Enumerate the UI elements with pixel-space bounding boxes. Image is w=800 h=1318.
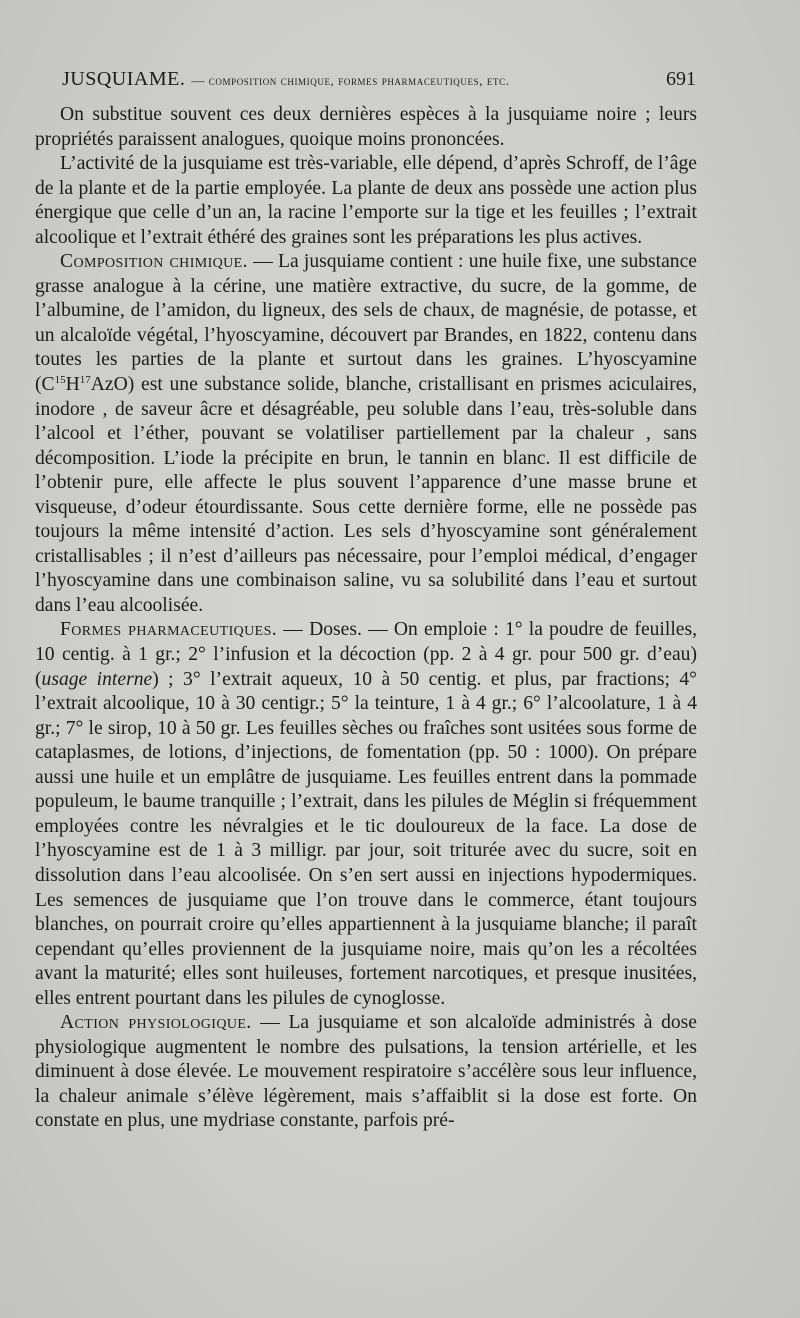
paragraph-text: — La jusquiame contient : une huile fixe, une substance grasse analogue à la cérine, une matière extractive, du sucre, de la gomme, de l’albumine, de l’amidon, du ligneux, des sels de chaux, de magnésie, de potasse, et un alcaloïde végétal, l’hyoscyamine, découvert par Brandes, en 1822, contenu dans toutes les parties de la plante et surtout dans les graines. L’hyoscyamine (C bbox=[35, 251, 697, 396]
paragraph-text: — Doses. — On emploie : 1° la poudre de feuilles, 10 centig. à 1 gr.; 2° l’infusion et la décoction (pp. 2 à 4 gr. pour 500 gr. d’eau) ( bbox=[35, 619, 697, 690]
running-header bbox=[62, 68, 696, 98]
paragraph-text: AzO) est une substance solide, blanche, cristallisant en prismes aciculaires, inodore , de saveur âcre et désagréable, peu soluble dans l’eau, très-soluble dans l’alcool et l’éther, pouvant se volatiliser partiellement par la chaleur , sans décomposition. L’iode la précipite en brun, le tannin en blanc. Il est difficile de l’obtenir pure, elle affecte le plus souvent l’apparence d’une masse brune et visqueuse, d’odeur étourdissante. Sous cette dernière forme, elle ne possède pas toujours la même intensité d’action. Les sels d’hyoscyamine sont généralement cristallisables ; il n’est d’ailleurs pas nécessaire, pour l’emploi médical, d’engager l’hyoscyamine dans une combinaison saline, vu sa solubilité dans l’eau et surtout dans l’eau alcoolisée. bbox=[35, 374, 697, 616]
paragraph-chemical-composition bbox=[35, 250, 697, 618]
paragraph-pharmaceutical-forms bbox=[35, 618, 697, 1011]
paragraph-text: L’activité de la jusquiame est très-variable, elle dépend, d’après Schroff, de l’âge de la plante et de la partie employée. La plante de deux ans possède une action plus énergique que celle d’un an, la racine l’emporte sur la tige et les feuilles ; l’extrait alcoolique et l’extrait éthéré des graines sont les préparations les plus actives. bbox=[35, 153, 697, 248]
paragraph-activity bbox=[35, 152, 697, 250]
page-number: 691 bbox=[666, 68, 696, 90]
formula-superscript: 15 bbox=[54, 374, 66, 387]
formula-symbol: H bbox=[65, 374, 80, 396]
running-title: JUSQUIAME. bbox=[62, 68, 186, 90]
paragraph-text: On substitue souvent ces deux dernières espèces à la jusquiame noire ; leurs propriétés paraissent analogues, quoique moins prononcées. bbox=[35, 104, 697, 150]
section-heading: Formes pharmaceutiques. bbox=[60, 619, 278, 641]
italic-phrase: usage interne bbox=[41, 668, 153, 690]
running-subtitle: — composition chimique, formes pharmaceutiques, etc. bbox=[191, 73, 510, 88]
paragraph-substitution bbox=[35, 103, 697, 152]
paragraph-text: — La jusquiame et son alcaloïde administrés à dose physiologique augmentent le nombre des pulsations, la tension artérielle, et les diminuent à dose élevée. Le mouvement respiratoire s’accélère sous leur influence, la chaleur animale s’élève légèrement, mais s’affaiblit si la dose est forte. On constate en plus, une mydriase constante, parfois pré- bbox=[35, 1012, 697, 1132]
formula-superscript: 17 bbox=[79, 374, 91, 387]
body-text bbox=[35, 103, 697, 1134]
paragraph-text: ) ; 3° l’extrait aqueux, 10 à 50 centig. et plus, par fractions; 4° l’extrait alcoolique, 10 à 30 centigr.; 5° la teinture, 1 à 4 gr.; 6° l’alcoolature, 1 à 4 gr.; 7° le sirop, 10 à 50 gr. Les feuilles sèches ou fraîches sont usitées sous forme de cataplasmes, de lotions, d’injections, de fomentation (pp. 50 : 1000). On prépare aussi une huile et un emplâtre de jusquiame. Les feuilles entrent dans la pommade populeum, le baume tranquille ; l’extrait, dans les pilules de Méglin si fréquemment employées contre les névralgies et le tic douloureux de la face. La dose de l’hyoscyamine est de 1 à 3 milligr. par jour, soit triturée avec du sucre, soit en dissolution dans l’eau alcoolisée. On s’en sert aussi en injections hypodermiques. Les semences de jusquiame que l’on trouve dans le commerce, étant toujours blanches, on pourrait croire qu’elles appartiennent à la jusquiame blanche; il paraît cependant qu’elles proviennent de la jusquiame noire, mais qu’on les a récoltées avant la maturité; elles sont huileuses, fortement narcotiques, et presque inusitées, elles entrent pourtant dans les pilules de cynoglosse. bbox=[35, 668, 697, 1009]
section-heading: Action physiologique. bbox=[60, 1012, 252, 1034]
paragraph-physiological-action bbox=[35, 1011, 697, 1134]
section-heading: Composition chimique. bbox=[60, 251, 248, 273]
